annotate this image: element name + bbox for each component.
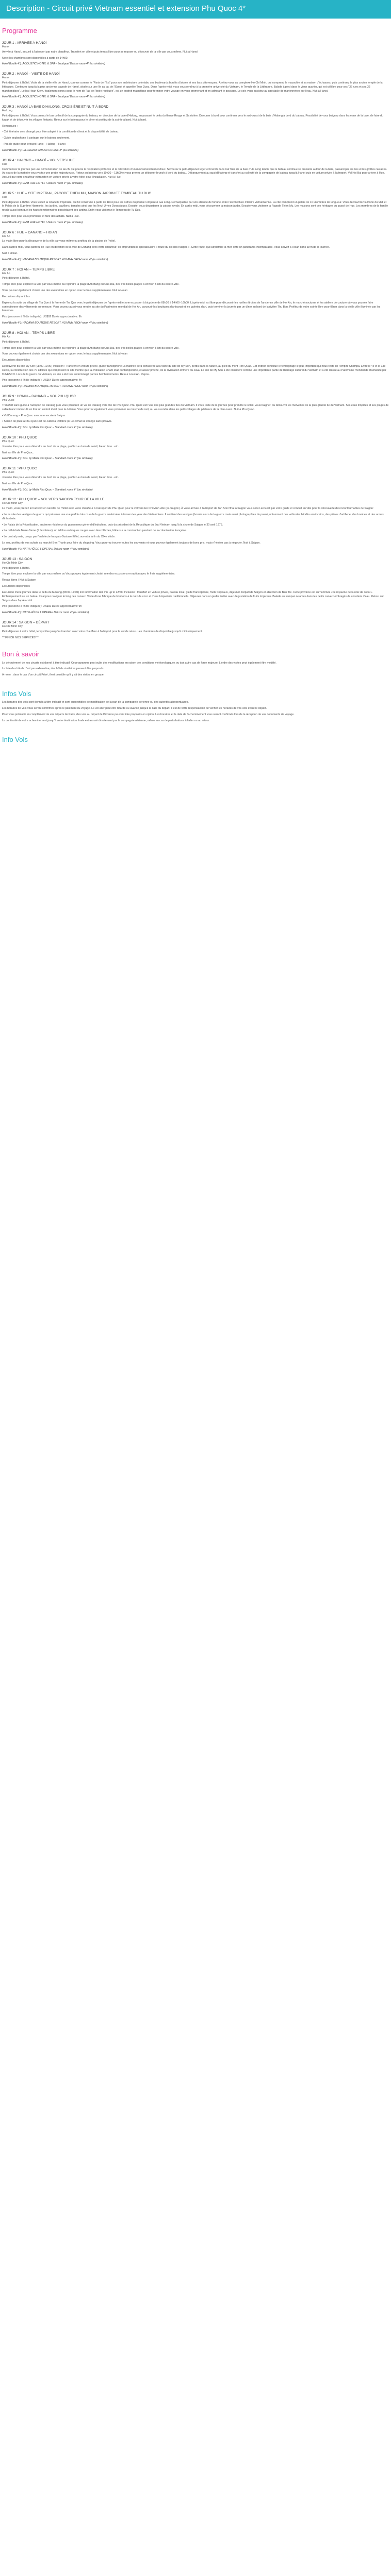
day-location: Hanoi	[2, 45, 9, 48]
day-block	[2, 192, 389, 225]
day-text: Excursions disponibles	[2, 585, 30, 588]
day-text: - Pas de guide pour le trajet Hanoi – Halong – Hanoi	[2, 143, 66, 146]
day-block	[2, 498, 389, 551]
day-title: JOUR 11 : PHU QUOC	[2, 467, 37, 471]
day-hotel: Hotel Boutik 4*): ACOUSTIC HOTEL & SPA – boutique/ Deluxe room 4* (ou similaire)	[2, 62, 105, 66]
day-text: • Le Palais de la Réunification, ancienne résidence du gouverneur général d'Indochine, puis du président de la République du Sud Vietnam jusqu'à la chute de Saigon le 30 avril 1975.	[2, 523, 223, 527]
day-block	[2, 467, 389, 492]
day-title: JOUR 2 : HANOÏ – VISITE DE HANOÏ	[2, 72, 60, 76]
day-title: JOUR 1 : ARRIVÉE À HANOÏ	[2, 41, 47, 45]
day-text: Petit-déjeuner à l'hôtel. Vous visitez la Citadelle Impériale, qui fut construite à partir de 1804 pour les ordres du premier empereur Gia Long. Remarquable par son alliance de fortune entre l'architecture militaire vietnamienne. La cité comprend un palais de 10 kilomètres de longueur. Vous découvrirez la Porte du Midi et le Palais de la Suprême Harmonie, les jardins, pavillons, temples ainsi que les Neuf Urnes Dynastiques. Ensuite, vous dégusterez la cuisine royale. En après-midi, vous découvrirez la maison-jardin. Ensuite vous visiterez la Pagode Thien Mu. Les maisons sont des héritages du passé de Hue. Les membres de la famille royale aussi bien que les hauts fonctionnaires possédaient des jardins. Enfin vous visiterez le Tombeau de Tu Duc.	[2, 200, 388, 212]
infos-vols-section	[2, 689, 389, 723]
day-title: JOUR 3 : HANOÏ LA BAIE D'HALONG, CROISIÈRE ET NUIT À BORD	[2, 105, 109, 109]
day-block	[2, 105, 389, 153]
day-hotel: Hotel Boutik 4*): ACOUSTIC HOTEL & SPA – boutique/ Deluxe room 4* (ou similaire)	[2, 95, 105, 99]
day-text: • Le musée des vestiges de guerre qui présente une vue parfois très crue de la guerre américaine à travers les yeux des Vietnamiens. Il contient des vestiges (hormis ceux de la guerre mais aussi photographies du passé, notamment des véhicules blindés américains, des pièces d'artillerie, des bombes et des armes d'infanterie.	[2, 513, 384, 520]
day-text: Petit-déjeuner à l'hôtel.	[2, 340, 30, 344]
day-text: Excursions disponibles	[2, 359, 30, 362]
day-text: Dans l'après-midi, vous partirez de Hue en direction de la ville de Danang avec votre chauffeur, en empruntant le spectaculaire « route du col des nuages ». Cette route, qui surplombe la mer, offre un panorama incomparable. Vous arrivez à Hoian dans la fin de la journée.	[2, 246, 330, 249]
day-location: Hôi An	[2, 234, 10, 238]
day-title: JOUR 4 : HALONG – HANOÏ – VOL VERS HUE	[2, 158, 75, 162]
day-text: Transfert sans guide à l'aéroport de Danang puis vous prendrez un vol de Danang vers l'île de Phu Quoc. Phu Quoc est l'une des plus grandes îles du Vietnam. Il vous reste de la journée pour prendre le soleil, vous baigner, ou découvrir les merveilles de la plus grande île du Vietnam. Ses eaux limpides et ses plages de sable blanc immaculé en font un endroit idéal pour la détente. Vous pourrez également vous promener au marché de nuit, ou vous rendre dans les petits villages de pêcheurs de la côte ouest. Nuit à Phu Quoc.	[2, 403, 389, 411]
day-text: Petit-déjeuner à l'hôtel. Vous prenez le bus collectif de la compagnie du bateau, en direction de la baie d'Halong, en passant le delta du fleuve Rouge et Sa rizière. Déjeuner à bord pour continuer vers le sud-ouest de la baie d'Halong à bord du bateau. Possibilité de vous baignez dans les eaux de la baie, de faire du kayak et de découvrir les villages flottants. Retour sur le bateau pour le dîner et profitez de la soirée à bord. Nuit à bord.	[2, 114, 383, 122]
day-text: Petit-déjeuner à l'hôtel. Visite de la vieille ville de Hanoï, connue comme le "Paris de l'Est" pour son architecture coloniale, ses boulevards bordés d'arbres et ses lacs pittoresques. Arrêtez-vous au complexe Ho Chi Minh, qui comprend le mausolée et sa maison d'échasses, puis continuez le plus ancien temple de la littérature. Continuez jusqu'à la plus ancienne pagode de Hanoï, située sur une île au lac de l'Ouest et appelée Tran Quoc. Dans l'après-midi, vous vous rendrez à la première université du Vietnam, le Temple de la Littérature. Balade à pied dans le vieux quartier, qui est célèbre pour ses "36 rues et ses 36 marchandises". Le lac Hoan Kiem, également connu sous le nom de "lac de l'épée restituée", est un endroit magnifique pour terminer votre voyage en vous promenant et en admirant le paysage. Le soir, vous assistez au spectacle de marionnettes sur l'eau. Nuit à Hanoi.	[2, 81, 383, 93]
day-text: Commencez la journée par une démonstration de tai-chi qui pourra la respiration profonde et la relaxation d'un mouvement lent et doux. Savourez le petit-déjeuner léger et brunch dans l'air frais de la baie d'Ha Long tandis que le bateau continue sa croisière autour de la baie, passant par les îles et les grottes calcaires. Au cours de la matinée vous visitez une grotte majestueuse. Retour au bateau vers 10h30 – 11h00 et vous prenez un déjeuner-brunch à bord du bateau. Débarquement au quai d'Halong et transfert au collectif de la compagnie de bateau jusqu'à Hanoi puis en voiture privée à l'aéroport. Vol Noi Bai pour arriver à Hue. Accueil par votre chauffeur et transfert en voiture privée à votre hôtel pour l'installation. Nuit à Hue.	[2, 167, 387, 179]
day-block	[2, 395, 389, 430]
bon-a-savoir-section	[2, 649, 389, 677]
day-title: JOUR 10 : PHU QUOC	[2, 436, 38, 439]
day-text: Prix (personne à l'hôte indiquée): US$54 Durée approximative: 4h	[2, 379, 82, 382]
day-text: Explorez la suite du village de Tra Que à la ferme de Tra Que avec le petit-déjeuner de l'après-midi et une excursion à bicyclette de 08h30 à 14h00 -16h00. L'après-midi est libre pour découvrir les ruelles étroites de l'ancienne ville de Hoi An, le marché nocturne et les ateliers de couture où vous pourrez faire confectionner des vêtements sur mesure. Vous pouvez aussi vous rendre au site du Patrimoine mondial de Hoi An, parcourir les boutiques d'artisanat et les galeries d'art, puis terminer la journée par un dîner au bord de la rivière Thu Bon. Profitez de votre soirée libre pour flâner dans la vieille ville illuminée par les lanternes.	[2, 301, 381, 313]
infos-vols-text: Les horaires des vols sont donnés à titre indicatif et sont susceptibles de modification de la part de la compagnie aérienne ou des autorités aéroportuaires.	[2, 701, 189, 704]
day-text: - Guide anglophone à partager sur le bateau seulement.	[2, 137, 70, 140]
days-list	[2, 41, 389, 640]
day-block	[2, 72, 389, 99]
day-hotel: Hotel Boutik 4*): EMM HUE HOTEL / Deluxe room 4* (ou similaire)	[2, 221, 83, 224]
day-text: Petit-déjeuner à l'hôtel.	[2, 566, 30, 570]
day-text: • La cathédrale Notre-Dame (à l'extérieur), un édifice en briques rouges avec deux flèches, bâtie sur la construction pendant de la colonisation française.	[2, 529, 187, 533]
info-vols-section-2	[2, 735, 389, 744]
day-hotel: Hotel Boutik 4*): SOL by Melia Phu Quoc – Standard room 4* (ou similaire)	[2, 457, 93, 461]
day-text: La matin libre pour la découverte de la ville par vous-même ou profitez de la piscine de l'hôtel.	[2, 240, 116, 243]
day-text: - Cet itinéraire sera changé pour être adapté à la condition de climat et la disponibilité de bateau.	[2, 130, 119, 134]
infos-vols-text: La continuité de votre acheminement jusqu'à votre destination finale est assuré directement par la compagnie aérienne, même en cas de perturbations à l'aller ou au retour.	[2, 719, 210, 722]
day-text: Petit-déjeuner à votre hôtel, temps libre jusqu'au transfert avec votre chauffeur à l'aéroport pour le vol de retour. Les chambres de disponible jusqu'à midi uniquement.	[2, 630, 203, 633]
day-block	[2, 41, 389, 66]
day-location: Hanoi	[2, 76, 9, 80]
day-text: Remarques :	[2, 124, 18, 128]
day-location: Hôi An	[2, 272, 10, 275]
day-block	[2, 268, 389, 326]
bon-a-savoir-text: À noter : dans le cas d'un circuit Privé, il est possible qu'il y ait des visites en groupe.	[2, 673, 105, 677]
bon-a-savoir-heading: Bon à savoir	[2, 650, 40, 658]
day-text: Nuit sur l'île de Phu Quoc.	[2, 451, 34, 454]
day-title: JOUR 14 : SAIGON – DÉPART	[2, 620, 50, 624]
day-text: ***FIN DE NOS SERVICES***	[2, 636, 39, 639]
day-text: Petit-déjeuner à l'hôtel.	[2, 277, 30, 280]
day-hotel: Hotel Boutik 4*): HADANA BOUTIQUE RESORT HOI ANH / ROH room 4* (ou similaire)	[2, 385, 108, 388]
day-title: JOUR 7 : HOI AN – TEMPS LIBRE	[2, 267, 55, 272]
programme-heading: Programme	[2, 26, 37, 35]
day-location: Phu Quoc	[2, 471, 14, 474]
day-text: Excursions disponibles	[2, 295, 30, 298]
content	[0, 19, 391, 744]
day-location: Phu Quoc	[2, 439, 14, 443]
day-block	[2, 557, 389, 615]
day-text: Prix (personne à l'hôte indiquée): US$92 Durée approximative: 9h	[2, 315, 82, 319]
day-text: Découverte du site My Son (08:00-12:00) Inclusion : Transfert en voiture privée, guide francophone La matinée sera consacrée à la visite du site de My Son, perdu dans la nature, au pied du mont Hon Quap. Cet endroit constitue le témoignage le plus important qui nous reste de l'empire Champa. Entre le 4e et le 13e siècle, la construction des 70 édifices qui composent ce site montre que la civilisation Cham était contemporaine, et assez proche, de la civilisation khmère ou Java. Le site de My Son a été considéré comme une importante partie de l'héritage culturel du Vietnam et a été classé au Patrimoine mondial de l'humanité par l'UNESCO. Lors de la guerre du Vietnam, ce site a été très endommagé par les bombardements. Retour à Hoi An. Repos.	[2, 364, 386, 376]
day-text: • Vol Danang – Phu Quoc avec une escale à Saigon	[2, 414, 66, 417]
day-text: Vous pouvez également choisir une des excursions en option avec le frais supplémentaire. Nuit à Hoian	[2, 289, 128, 293]
day-text: Temps libre pour explorer la ville par vous-même ou Vous pouvez également choisir une des excursions en option avec le frais supplémentaire.	[2, 572, 175, 576]
day-hotel: Hotel Boutik 4*): HADANA BOUTIQUE RESORT HOI ANH / ROH room 4* (ou similaire)	[2, 258, 108, 261]
day-location: Ha Long	[2, 109, 13, 113]
day-text: • Saison de pluie à Phu Quoc est de Juillet à Octobre (si Le climat se change sans préavis.	[2, 420, 112, 423]
day-text: Prix (personne à l'hôte indiquée): US$92 Durée approximative: 9h	[2, 605, 82, 608]
day-hotel: Hotel Boutik 4*): EMM HUE HOTEL / Deluxe room 4* (ou similaire)	[2, 182, 83, 185]
day-title: JOUR 8 : HOI AN – TEMPS LIBRE	[2, 331, 55, 335]
day-text: Journée libre pour vous détendre au bord de la plage, profitez au bain de soleil, lire un livre...etc.	[2, 476, 119, 479]
infos-vols-text: Les horaires de vols vous seront confirmés après le paiement du voyage. Le vol aller peut être retardé ou avancé jusqu'à la date du départ. Il est de votre responsabilité de vérifier les horaires de vos vols avant le départ.	[2, 707, 267, 710]
day-location: Ho Chi Minh City	[2, 502, 23, 505]
day-text: Temps libre pour explorer la ville par vous-même ou rejoindre la plage d'An Bang ou Cua Dai, des très belles plages à environ 5 km du centre-ville.	[2, 283, 180, 286]
day-text: Nuit à Hoian.	[2, 252, 18, 256]
day-location: Ho Chi Minh City	[2, 624, 23, 628]
day-location: Ho Chi Minh City	[2, 561, 23, 565]
day-block	[2, 621, 389, 640]
day-block	[2, 159, 389, 186]
day-title: JOUR 5 : HUE – CITE IMPERIAL, PAGODE THIEN MU, MAISON JARDIN ET TOMBEAU TU DUC	[2, 191, 152, 195]
info-vols-heading-2: Info Vols	[2, 735, 28, 743]
infos-vols-text: Pour vous prémunir en complément de vos départs de Paris, des vols au départ de Province peuvent être proposés en option. Les horaires et la date de l'acheminement vous seront confirmés lors de la réception de vos documents de voyage.	[2, 713, 295, 716]
day-hotel: Hotel Boutik 4*): SOL by Melia Phu Quoc – Standard room 4* (ou similaire)	[2, 488, 93, 492]
bon-a-savoir-text: La liste des hôtels n'est pas exhaustive, des hôtels similaires peuvent être proposés.	[2, 667, 104, 671]
day-location: Hue	[2, 195, 7, 199]
day-text: Journée libre pour vous détendre au bord de la plage, profitez au bain de soleil, lire un livre...etc.	[2, 445, 119, 448]
day-block	[2, 436, 389, 461]
day-text: Note: les chambres sont disponibles à partir de 14h00.	[2, 56, 69, 60]
day-block	[2, 331, 389, 389]
day-title: JOUR 13 : SAIGON	[2, 557, 32, 561]
day-text: Le soir, profitez de vos achats au marché Ben Thanh pour faire du shopping. Vous pourrez trouver toutes les souvenirs et vous pouvez également toujours de bons prix, mais n'hésitez pas à négocier. Nuit à Saigon.	[2, 541, 260, 545]
day-text: Nuit sur l'île de Phu Quoc.	[2, 482, 34, 485]
page-title-bar	[0, 0, 391, 19]
day-title: JOUR 6 : HUE – DANANG – HOIAN	[2, 230, 57, 234]
day-location: Phu Quoc	[2, 399, 14, 402]
day-text: Temps libre pour vous promener et faire des achats. Nuit à Hue.	[2, 215, 80, 218]
day-text: Excursion d'une journée dans le delta du Mékong (08:00-17:00) incl information deil this up to 22h00 Inclusion : transfert en voiture privée, bateau local, guide francophone, fruits tropicaux, déjeuner. Départ de Saigon en direction de Ben Tre. Cette province est surnommée « le royaume de la noix de coco ». Embarquement sur un bateau local pour naviguer le long des canaux. Visite d'une fabrique de bonbons à la noix de coco et d'une briqueterie traditionnelle. Déjeuner dans un jardin fruitier avec dégustation de fruits tropicaux. Balade en sampan à rames dans les petits canaux ombragés de cocotiers d'eau. Retour sur Saigon dans l'après-midi.	[2, 590, 384, 602]
bon-a-savoir-text: Le déroulement de nos circuits est donné à titre indicatif. Ce programme peut subir des modifications en raison des conditions météorologiques ou tout autre cas de force majeure. L'ordre des visites peut également être modifié.	[2, 661, 276, 665]
day-hotel: Hotel Boutik 4*): HADANA BOUTIQUE RESORT HOI ANH / ROH room 4* (ou similaire)	[2, 321, 108, 325]
day-text: • Le central poste, conçu par l'architecte français Gustave Eiffel, ouvert à la fin du XIXe siècle.	[2, 535, 116, 539]
day-hotel: Hotel Boutik 4*): LA REGINA GRAND CRUISE 4* (ou similaire)	[2, 148, 78, 152]
day-hotel: Hotel Boutik 4*): NATH HÔ DE L'OPERA / Deluxe room 4* (ou similaire)	[2, 547, 89, 551]
day-location: Hue	[2, 162, 7, 166]
infos-vols-heading: Infos Vols	[2, 690, 31, 698]
day-block	[2, 231, 389, 262]
day-text: La matin, vous prenez le transfert en navette de l'hôtel avec votre chauffeur à l'aéroport de Phu Quoc pour le vol vers Ho Chi Minh ville (ex-Saigon). À votre arrivée à l'aéroport de Tan Son Nhat à Saigon vous serez accueilli par votre guide et conduit en ville pour la découverte des incontournables de Saigon:	[2, 507, 374, 511]
day-title: JOUR 12 : PHU QUOC – VOL VERS SAIGON/ TOUR DE LA VILLE	[2, 498, 105, 502]
page-title: Description - Circuit privé Vietnam essentiel et extension Phu Quoc 4*	[6, 4, 246, 13]
day-text: Vous pouvez également choisir une des excursions en option avec le frais supplémentaire. Nuit à Hoian	[2, 352, 128, 356]
day-text: Repas libres / Nuit à Saigon	[2, 579, 36, 582]
day-location: Hôi An	[2, 335, 10, 338]
day-text: Arrivée à Hanoï, accueil à l'aéroport par notre chauffeur. Transfert en ville et puis temps libre pour se reposer ou découvrir de la ville par vous-même. Nuit à Hanoï	[2, 50, 198, 54]
day-text: Temps libre pour explorer la ville par vous-même ou rejoindre la plage d'An Bang ou Cua Dai, des très belles plages à environ 5 km du centre-ville.	[2, 346, 180, 350]
day-title: JOUR 9 : HOIAN – DANANG – VOL PHU QUOC	[2, 395, 76, 399]
day-hotel: Hotel Boutik 4*): NATH HÔ DE L'OPERA / Deluxe room 4* (ou similaire)	[2, 611, 89, 615]
day-hotel: Hotel Boutik 4*): SOL by Melia Phu Quoc – Standard room 4* (ou similaire)	[2, 426, 93, 430]
